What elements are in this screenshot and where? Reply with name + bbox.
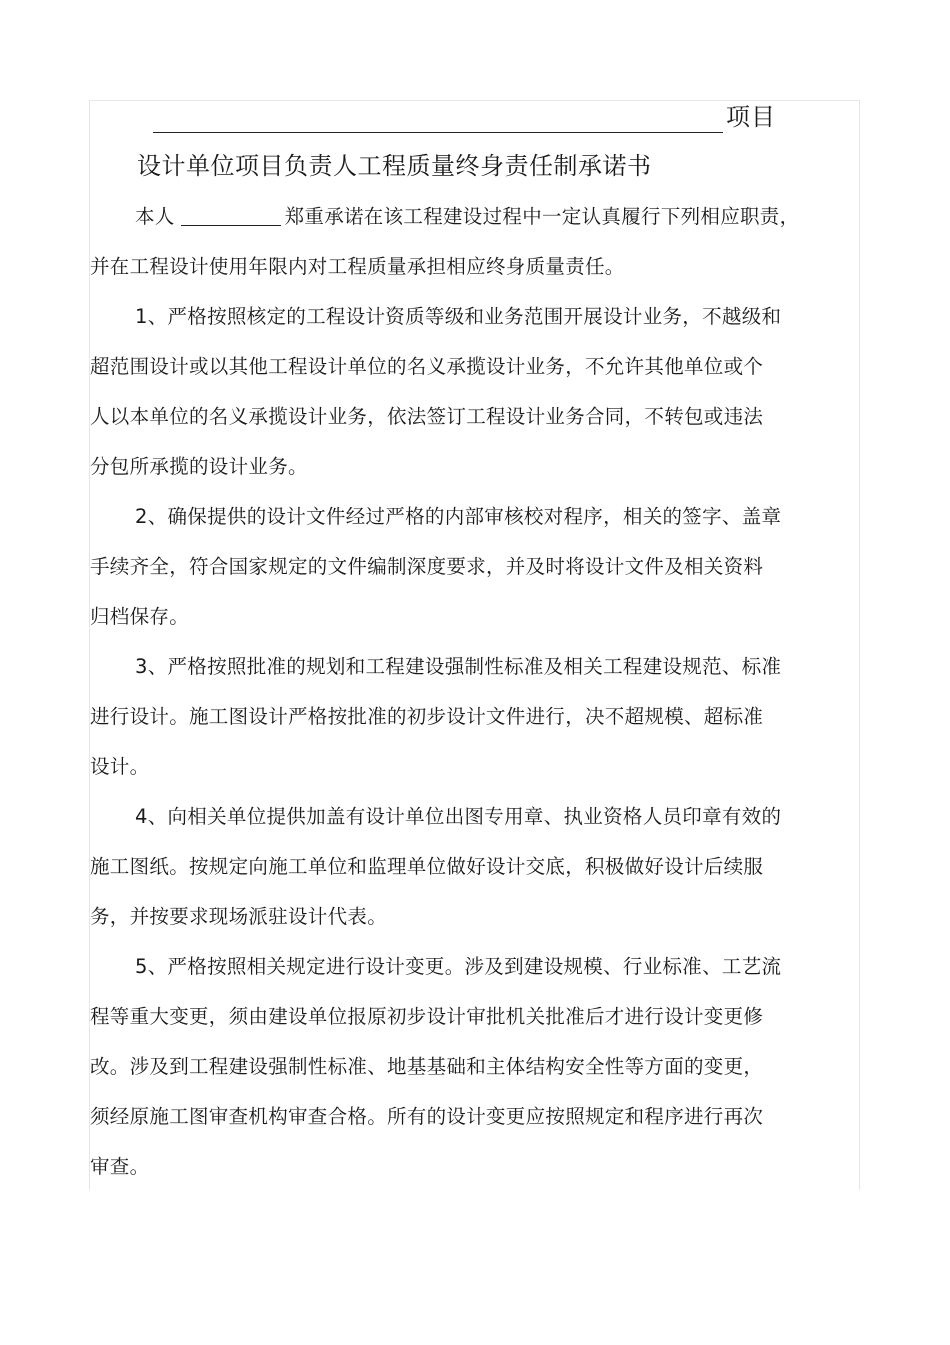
document-title: 设计单位项目负责人工程质量终身责任制承诺书 bbox=[137, 152, 652, 180]
item-1-line-3: 人以本单位的名义承揽设计业务，依法签订工程设计业务合同，不转包或违法 bbox=[90, 405, 764, 428]
item-1-line-4: 分包所承揽的设计业务。 bbox=[90, 455, 308, 478]
item-4-line-1: 4、向相关单位提供加盖有设计单位出图专用章、执业资格人员印章有效的 bbox=[135, 805, 782, 828]
item-2-line-2: 手续齐全，符合国家规定的文件编制深度要求，并及时将设计文件及相关资料 bbox=[90, 555, 764, 578]
name-blank bbox=[181, 205, 281, 226]
item-1-line-1: 1、严格按照核定的工程设计资质等级和业务范围开展设计业务，不越级和 bbox=[135, 305, 782, 328]
item-5-line-4: 须经原施工图审查机构审查合格。所有的设计变更应按照规定和程序进行再次 bbox=[90, 1105, 764, 1128]
item-5-line-2: 程等重大变更，须由建设单位报原初步设计审批机关批准后才进行设计变更修 bbox=[90, 1005, 764, 1028]
item-5-line-3: 改。涉及到工程建设强制性标准、地基基础和主体结构安全性等方面的变更， bbox=[90, 1055, 764, 1078]
item-2-line-1: 2、确保提供的设计文件经过严格的内部审核校对程序，相关的签字、盖章 bbox=[135, 505, 782, 528]
project-suffix: 项目 bbox=[726, 103, 776, 131]
intro-prefix: 本人 bbox=[135, 205, 175, 228]
item-1-line-2: 超范围设计或以其他工程设计单位的名义承揽设计业务，不允许其他单位或个 bbox=[90, 355, 764, 378]
item-5-line-1: 5、严格按照相关规定进行设计变更。涉及到建设规模、行业标准、工艺流 bbox=[135, 955, 782, 978]
project-name-blank bbox=[153, 101, 723, 133]
item-2-line-3: 归档保存。 bbox=[90, 605, 190, 628]
item-4-line-3: 务，并按要求现场派驻设计代表。 bbox=[90, 905, 388, 928]
intro-line-1 bbox=[135, 203, 799, 231]
item-5-line-5: 审查。 bbox=[90, 1155, 150, 1178]
item-3-line-2: 进行设计。施工图设计严格按批准的初步设计文件进行，决不超规模、超标准 bbox=[90, 705, 764, 728]
intro-line-1-rest: 郑重承诺在该工程建设过程中一定认真履行下列相应职责， bbox=[284, 205, 800, 228]
intro-line-2: 并在工程设计使用年限内对工程质量承担相应终身质量责任。 bbox=[90, 255, 625, 278]
item-3-line-3: 设计。 bbox=[90, 755, 150, 778]
item-4-line-2: 施工图纸。按规定向施工单位和监理单位做好设计交底，积极做好设计后续服 bbox=[90, 855, 764, 878]
item-3-line-1: 3、严格按照批准的规划和工程建设强制性标准及相关工程建设规范、标准 bbox=[135, 655, 782, 678]
